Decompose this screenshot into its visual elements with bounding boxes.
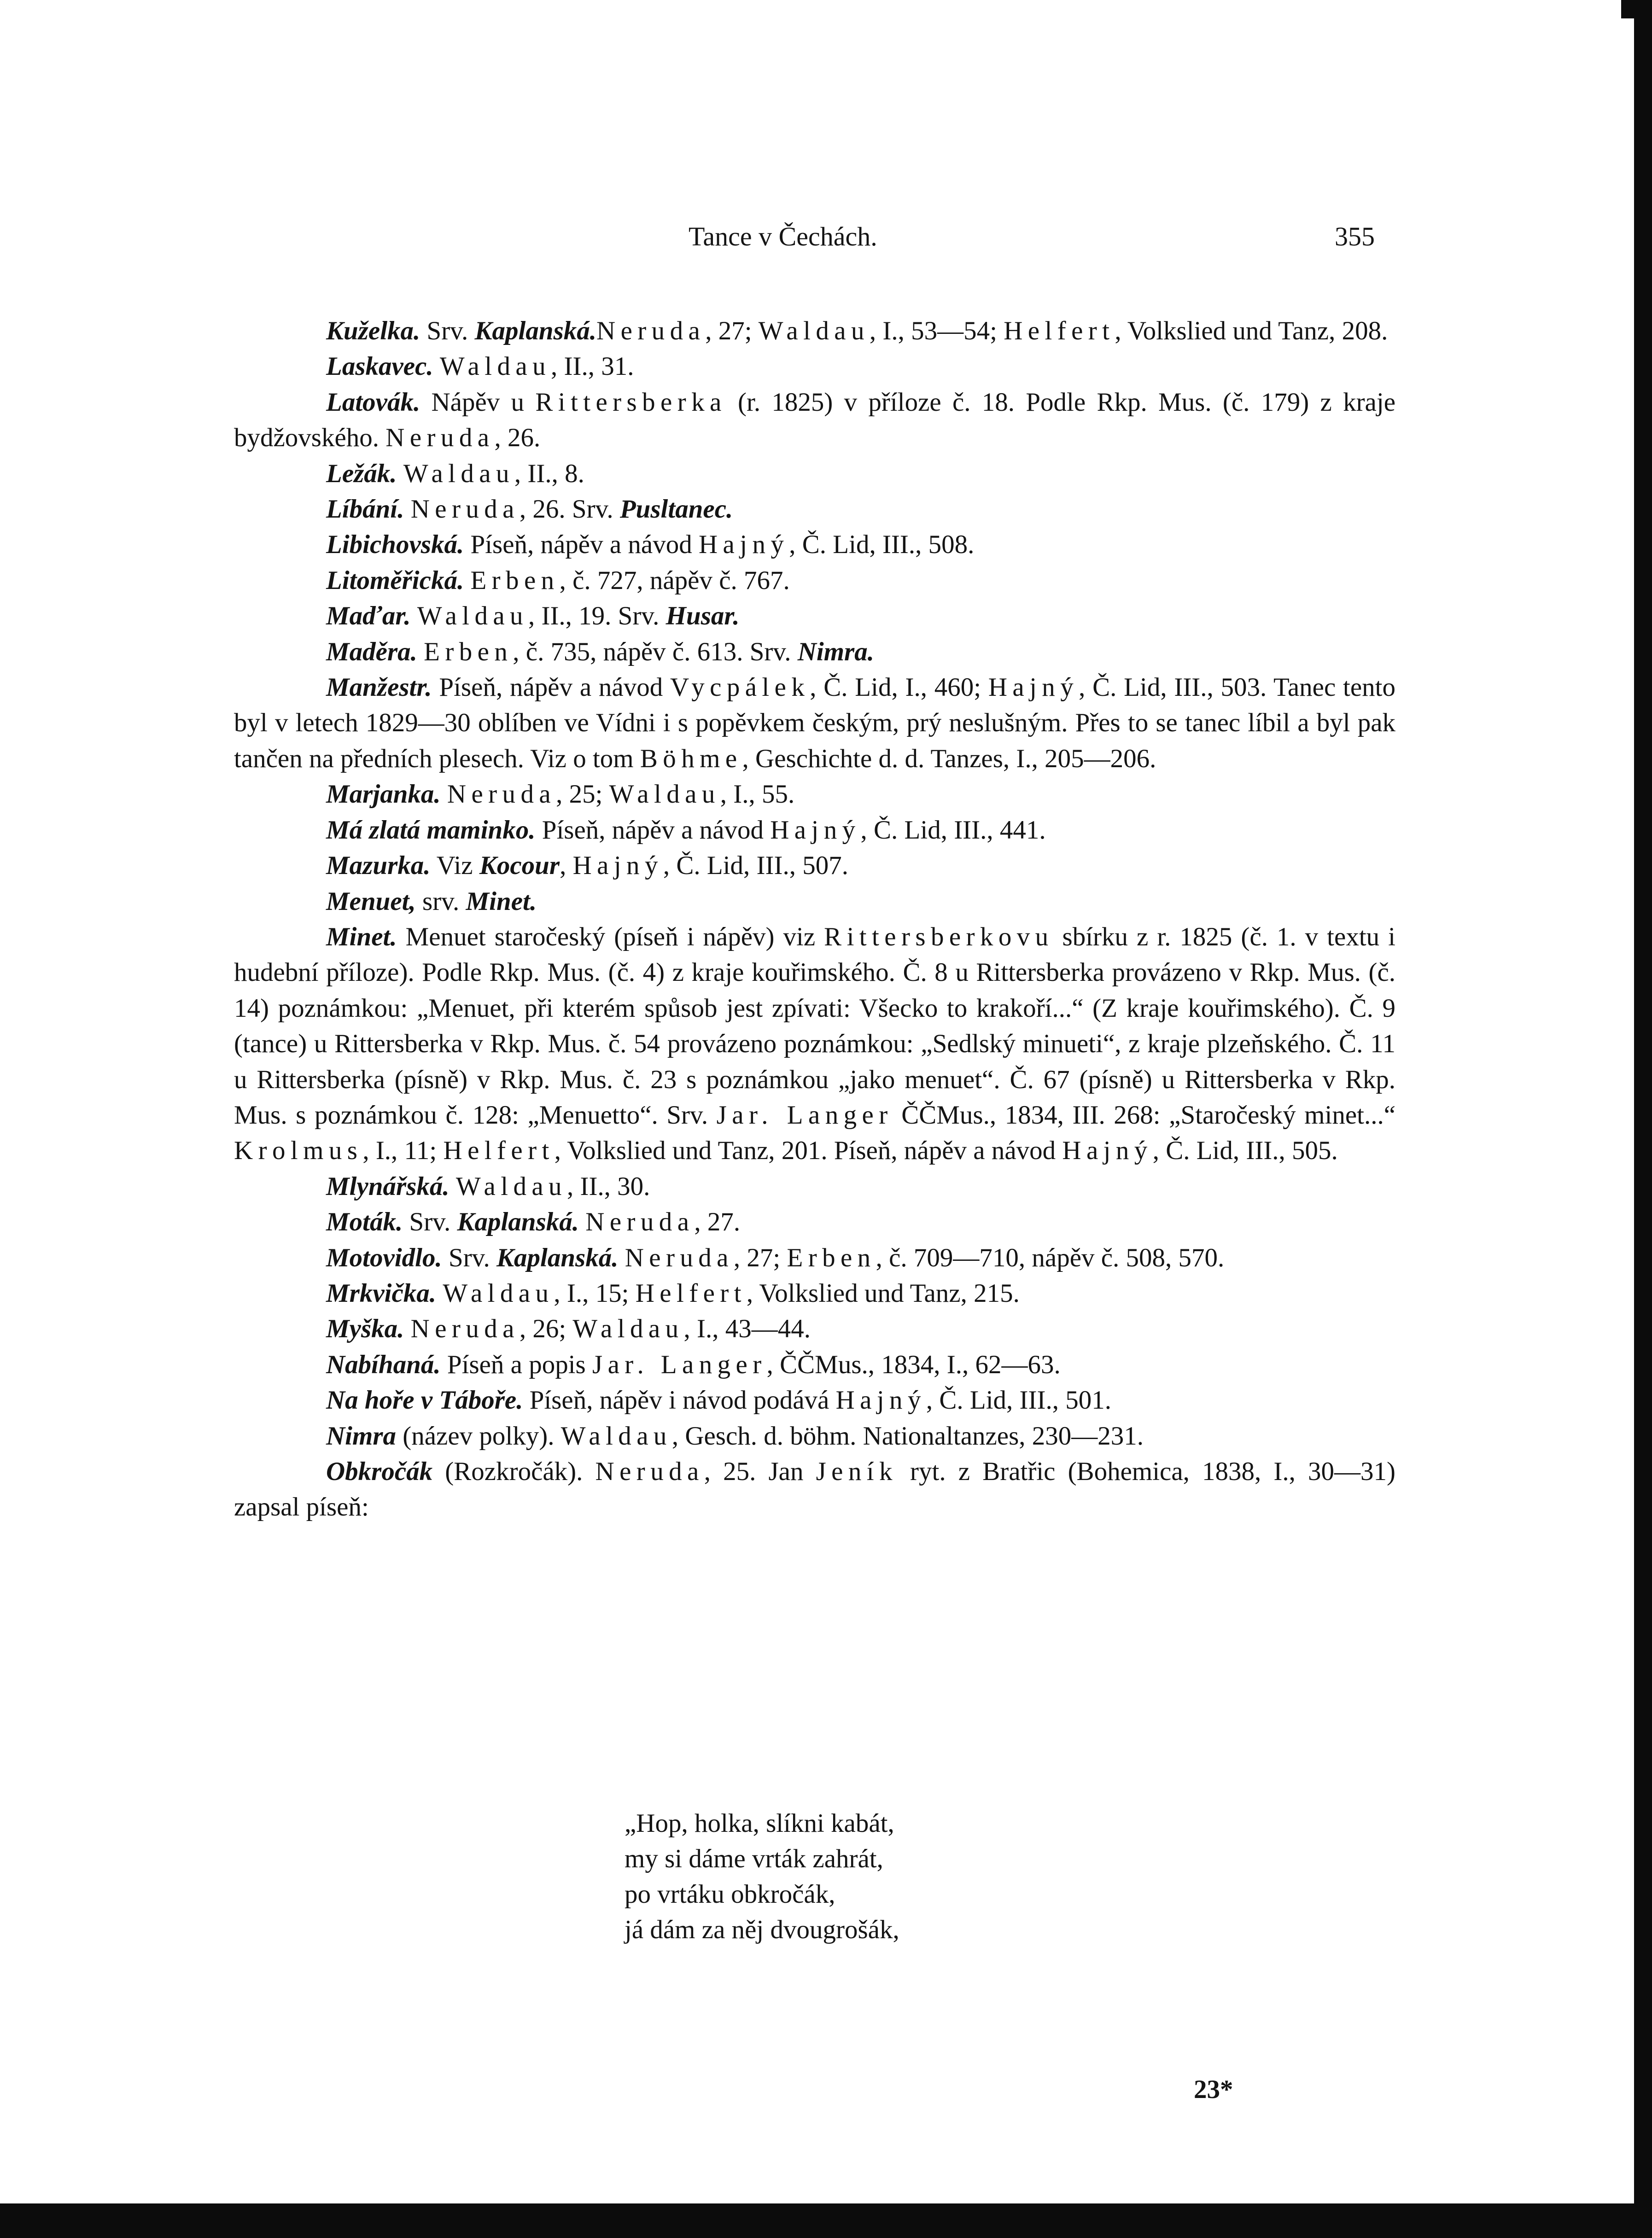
entry-text: srv. [415,886,466,916]
entry-keyword: Maděra. [326,637,417,666]
entry-text: , 27; [733,1243,787,1272]
entry-text: , I., 53—54; [869,316,1004,345]
verse-line: já dám za něj dvougrošák, [625,1915,899,1944]
author-name: Hajný [1062,1136,1153,1166]
entry-text: , č. 735, nápěv č. 613. Srv. [513,637,798,666]
entry [234,1382,1395,1418]
entry [234,884,1395,919]
entry-text: Srv. [403,1207,457,1237]
entry-text [433,352,440,381]
author-name: Waldau [403,459,514,488]
author-name: Waldau [572,1314,684,1344]
author-name: Helfert [443,1136,555,1166]
entry [234,456,1395,491]
entry-keyword: Maďar. [326,601,411,631]
entry [234,848,1395,883]
entry-keyword: Menuet, [326,886,416,916]
entry-text: , 27. [694,1207,741,1237]
entry-text: , I., 11; [362,1136,444,1166]
entry [234,527,1395,562]
entry-text: Srv. [442,1243,496,1272]
entry-text: , Č. Lid, I., 460; [810,673,988,702]
author-name: Rittersberka [535,387,727,417]
entry [234,491,1395,527]
verse-line: my si dáme vrták zahrát, [625,1844,883,1873]
entry [234,1311,1395,1346]
entry-text [411,601,417,630]
entry-text: ryt. z Bratřic (Bohemica, 1838, I., 30—31) zapsal píseň: [234,1457,1396,1522]
entry-text: Viz [430,851,479,880]
entry-keyword: Myška. [326,1314,404,1344]
entry-text: , 25; [556,780,609,809]
entry-text [436,1279,443,1308]
entry-keyword: Nabíhaná. [326,1350,441,1379]
entry-keyword: Marjanka. [326,780,441,809]
cross-reference: Husar. [665,601,740,631]
entry-text: Píseň, nápěv a návod [432,673,670,702]
entry-text: , I., 55. [720,780,795,809]
author-name: Neruda [410,495,520,524]
entry-text: Srv. [420,316,475,345]
author-name: Hajný [988,673,1079,702]
entry-text: Píseň, nápěv a návod [535,815,771,845]
entry [234,1418,1395,1454]
entry-text: Píseň, nápěv a návod [464,530,699,560]
entry-text: , Č. Lid, III., 507. [663,851,848,880]
author-name: Hajný [835,1386,926,1415]
author-name: Jar. Langer [716,1100,893,1130]
entry-text: , 27; [705,316,759,345]
entry-keyword: Kuželka. [326,316,420,345]
entry [234,1204,1395,1240]
author-name: Vycpálek [670,673,810,702]
entry-keyword: Manžestr. [326,673,432,702]
entry-text: , 25. Jan [704,1457,816,1486]
entry [234,349,1395,384]
entry [234,670,1395,776]
entry-text: (r. 1825) v příloze č. 18. Podle Rkp. Mus. (č. 179) z kraje bydžovského. [234,387,1395,453]
entry-text [441,780,447,809]
entry-keyword: Obkročák [326,1457,433,1486]
scan-frame-bottom [0,2203,1652,2238]
author-name: Erben [470,565,560,595]
entry [234,1347,1395,1382]
entry-text: , II., 8. [514,459,584,488]
author-name: Waldau [443,1278,554,1308]
author-name: Erben [424,637,513,666]
entry [234,634,1395,670]
entry-text: Menuet staročeský (píseň i nápěv) viz [397,922,824,951]
author-name: Waldau [609,780,720,809]
author-name: Neruda [447,780,556,809]
scan-frame-right [1634,0,1652,2238]
entry-text [397,459,403,488]
entry-text: , Volkslied und Tanz, 208. [1115,316,1388,345]
author-name: Neruda [585,1207,695,1237]
entry-text: , ČČMus., 1834, I., 62—63. [766,1350,1061,1379]
author-name: Waldau [560,1421,672,1451]
entry-keyword: Moták. [326,1207,403,1237]
entry [234,598,1395,634]
author-name: Rittersberkovu [824,922,1054,951]
entry-keyword: Mlynářská. [326,1171,449,1201]
entry-keyword: Ležák. [326,459,397,488]
cross-reference: Pusltanec. [619,495,733,524]
entry-keyword: Líbání. [326,495,404,524]
author-name: Waldau [455,1171,567,1201]
entry [234,1276,1395,1311]
entry-text: , I., 15; [554,1278,636,1308]
entry-keyword: Laskavec. [326,352,433,381]
entry-text: , I., 43—44. [683,1314,811,1344]
entry-text [404,1314,410,1343]
entry-text: , II., 19. Srv. [528,601,666,631]
entry-keyword: Minet. [326,922,397,951]
author-name: Jeník [816,1457,898,1486]
author-name: Hajný [698,530,789,560]
cross-reference: Kaplanská. [496,1243,619,1272]
author-name: Erben [787,1243,876,1272]
entry-keyword: Mrkvička. [326,1278,437,1308]
entry-text: Píseň a popis [440,1350,592,1379]
entry-keyword: Na hoře v Táboře. [326,1386,523,1415]
entry [234,1240,1395,1276]
cross-reference: Kaplanská. [474,316,597,345]
entry-text [579,1207,585,1236]
author-name: Hajný [572,851,663,880]
entry-text: , Č. Lid, III., 505. [1152,1136,1338,1166]
entry-list [234,313,1395,1525]
page-header [0,221,1652,258]
author-name: Jar. Langer [592,1350,767,1379]
cross-reference: Kaplanská. [457,1207,579,1237]
entry-text: , 26. Srv. [519,495,620,524]
entry-text: Nápěv u [420,387,536,417]
author-name: Neruda [385,423,495,453]
entry-text [417,637,424,666]
entry-keyword: Mazurka. [326,851,431,880]
entry-text: (Rozkročák). [432,1457,595,1486]
entry-keyword: Litoměřická. [326,565,464,595]
verse-line: po vrtáku obkročák, [625,1880,835,1909]
verse-line: „Hop, holka, slíkni kabát, [625,1809,894,1838]
entry [234,563,1395,598]
entry-keyword: Motovidlo. [326,1243,442,1272]
author-name: Neruda [625,1243,734,1272]
printer-signature: 23* [1194,2075,1233,2104]
entry-text: , Geschichte d. d. Tanzes, I., 205—206. [742,744,1156,773]
author-name: Hajný [770,815,861,845]
author-name: Neruda [595,1457,704,1486]
entry-text: sbírku z r. 1825 (č. 1. v textu i hudební příloze). Podle Rkp. Mus. (č. 4) z kraje kouřimského. Č. 8 u Rittersberka provázeno v Rkp. Mus. (č. 14) poznámkou: „Menuet, při kterém spůsob jest zpívati: Všecko to krakoří...“ (Z kraje kouřimského). Č. 9 (tance) u Rittersberka v Rkp. Mus. č. 54 provázeno poznámkou: „Sedlský minueti“, z kraje plzeňského. Č. 11 u Rittersberka (písně) v Rkp. Mus. č. 23 s poznámkou „jako menuet“. Č. 67 (písně) u Rittersberka v Rkp. Mus. s poznámkou č. 128: „Menuetto“. Srv. [234,922,1395,1130]
entry-text: , Č. Lid, III., 501. [926,1386,1111,1415]
cross-reference: Kocour [479,851,560,880]
author-name: Neruda [596,316,706,345]
entry [234,385,1395,456]
page-number: 355 [1335,221,1375,251]
entry [234,776,1395,812]
entry [234,313,1395,349]
entry-text: , č. 709—710, nápěv č. 508, 570. [876,1243,1225,1272]
entry-text: , 26. [494,423,541,453]
verse-block [625,1806,1177,1947]
entry-text [404,495,410,524]
author-name: Waldau [758,316,870,345]
entry-text [464,566,470,595]
entry-text: , Volkslied und Tanz, 215. [746,1278,1020,1308]
entry [234,1169,1395,1204]
entry-keyword: Nimra [326,1421,397,1451]
entry-text: , č. 727, nápěv č. 767. [559,565,790,595]
author-name: Neruda [410,1314,520,1344]
entry-text [449,1172,456,1201]
running-title: Tance v Čechách. [689,221,877,251]
entry-text: , Volkslied und Tanz, 201. Píseň, nápěv a návod [554,1136,1062,1166]
entry-keyword: Latovák. [326,387,420,417]
entry-text: , 26; [519,1314,573,1344]
author-name: Waldau [439,352,551,381]
entry-keyword: Má zlatá maminko. [326,815,536,845]
entry-text: Píseň, nápěv i návod podává [523,1386,836,1415]
entry-text: , Č. Lid, III., 508. [789,530,975,560]
cross-reference: Minet. [466,886,537,916]
entry-text: ČČMus., 1834, III. 268: „Staročeský minet...“ [893,1100,1395,1130]
entry-text: (název polky). [396,1421,561,1451]
entry [234,1454,1395,1525]
entry-text: , II., 30. [566,1171,650,1201]
entry-text: , Č. Lid, III., 441. [860,815,1046,845]
author-name: Böhme [640,744,742,773]
entry-text [618,1243,625,1272]
author-name: Helfert [635,1278,747,1308]
entry [234,812,1395,848]
cross-reference: Nimra. [797,637,874,666]
entry-text: , Gesch. d. böhm. Nationaltanzes, 230—231. [671,1421,1144,1451]
entry [234,919,1395,1169]
author-name: Krolmus [234,1136,363,1166]
entry-keyword: Libichovská. [326,530,464,560]
entry-text: , II., 31. [550,352,634,381]
entry-text: , [560,851,573,880]
author-name: Waldau [417,601,528,631]
entry-text: , Č. Lid, III., 503. Tanec tento byl v letech 1829—30 oblíben ve Vídni i s popěvkem českým, prý neslušným. Přes to se tanec líbil a byl pak tančen na předních plesech. Viz o tom [234,673,1396,773]
author-name: Helfert [1004,316,1115,345]
